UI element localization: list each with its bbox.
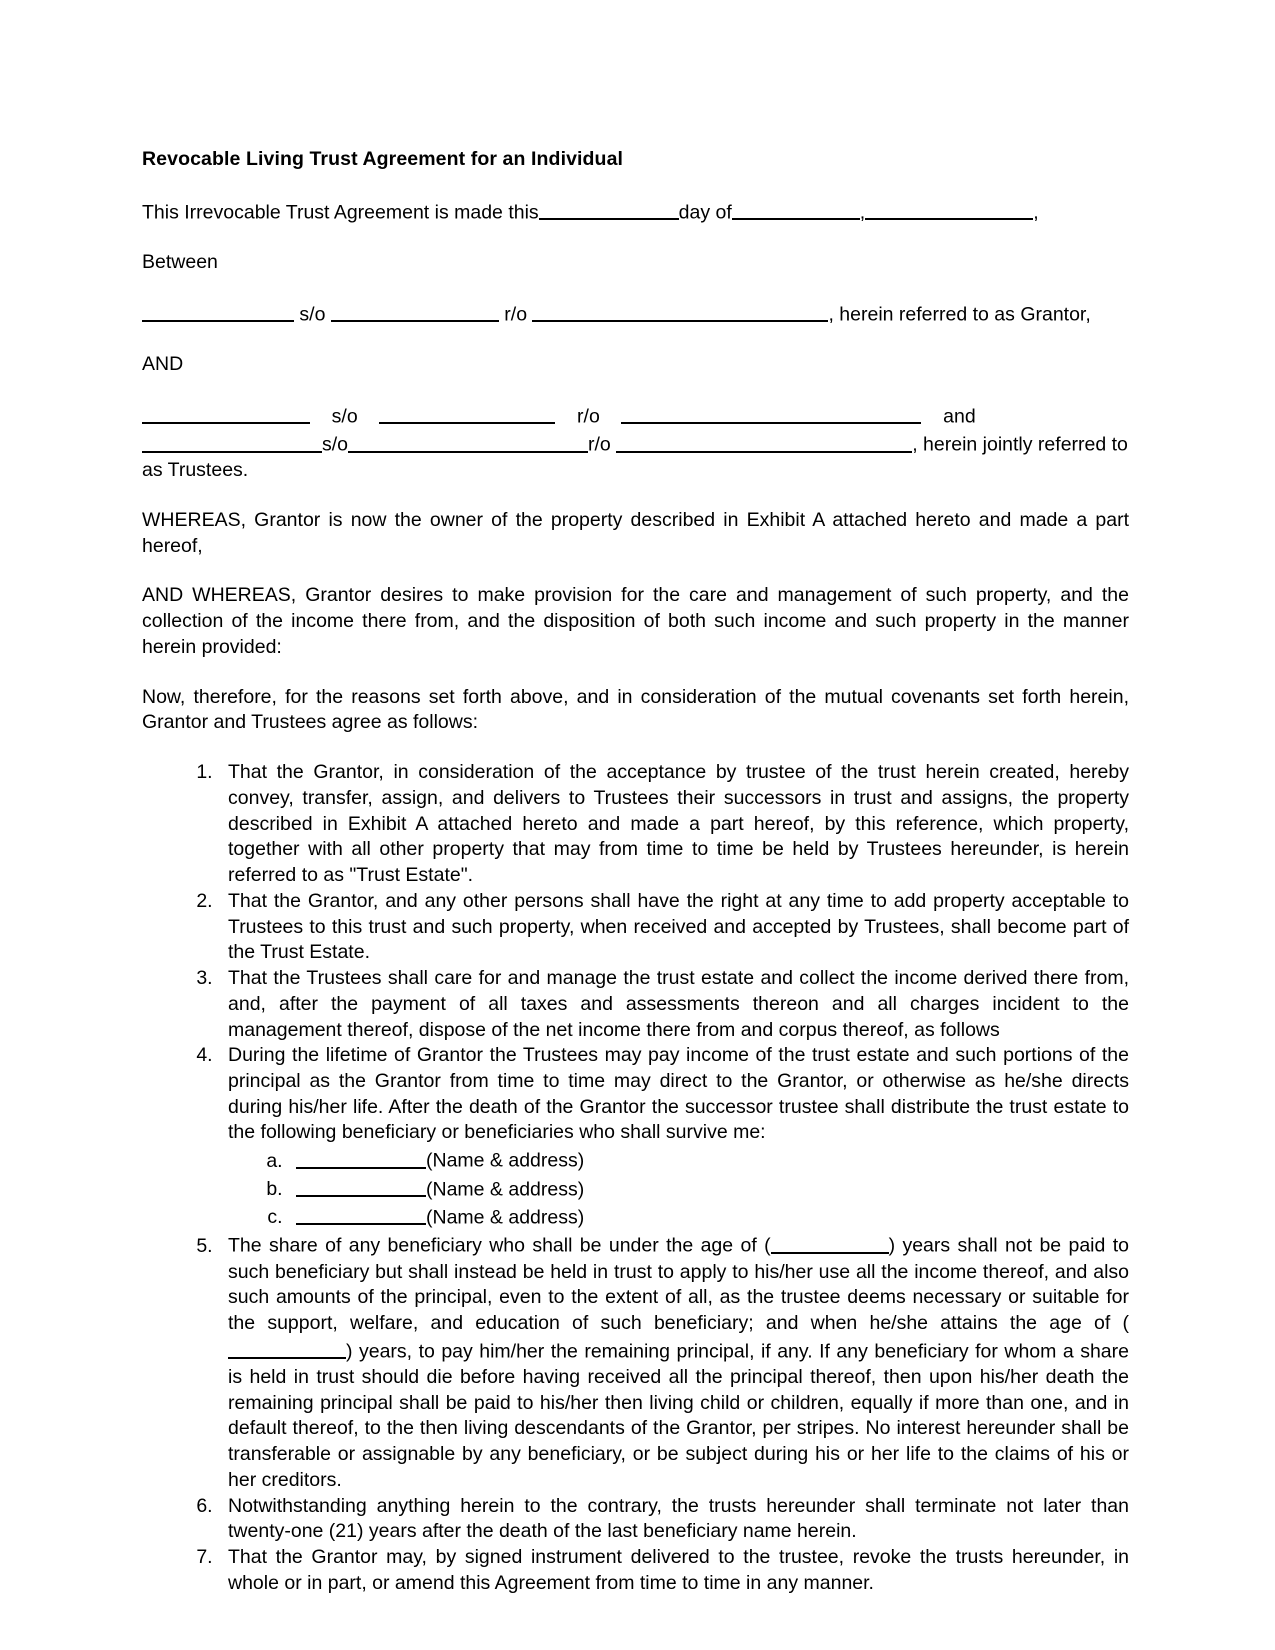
blank-grantor-name[interactable] <box>142 300 294 322</box>
clause-text-part3: ) years, to pay him/her the remaining principal, if any. If any beneficiary for whom a share is held in trust should die before having received all the principal thereof, then upon his/her death the remaining principal shall be paid to his/her then living child or children, equally if more than one, and in default thereof, to the then living descendants of the Grantor, per stripes. No interest hereunder shall be transferable or assignable by any beneficiary, or be subject during his or her life to the claims of his or her creditors. <box>228 1340 1129 1491</box>
beneficiary-item <box>288 1203 1129 1231</box>
blank-trustee2-name[interactable] <box>142 430 322 452</box>
clause-text-part1: The share of any beneficiary who shall be under the age of ( <box>228 1234 771 1257</box>
blank-beneficiary-b[interactable] <box>296 1175 426 1197</box>
beneficiary-list <box>228 1146 1129 1231</box>
blank-beneficiary-a[interactable] <box>296 1146 426 1168</box>
clause-text: That the Grantor may, by signed instrument delivered to the trustee, revoke the trusts hereunder, in whole or in part, or amend this Agreement from time to time in any manner. <box>228 1546 1129 1594</box>
clause-text-part2: ) years shall not be paid to such beneficiary but shall instead be held in trust to apply to his/her use all the income thereof, and also such amounts of the principal, even to the extent of all, as the trustee deems necessary or suitable for the support, welfare, and education of such beneficiary; and when he/she attains the age of ( <box>228 1234 1129 1334</box>
beneficiary-label: (Name & address) <box>426 1206 585 1229</box>
trustees-tail: , herein jointly referred to as Trustees. <box>142 433 1128 482</box>
blank-trustee2-father[interactable] <box>348 430 588 452</box>
trustees-block <box>142 402 1129 484</box>
clause-text: That the Trustees shall care for and manage the trust estate and collect the income derived there from, and, after the payment of all taxes and assessments thereon and all charges incident to the management thereof, dispose of the net income there from and corpus thereof, as follows <box>228 967 1129 1041</box>
blank-trustee1-address[interactable] <box>621 402 921 424</box>
clause-item <box>218 760 1129 889</box>
intro-prefix: This Irrevocable Trust Agreement is made this <box>142 201 539 224</box>
beneficiary-label: (Name & address) <box>426 1178 585 1201</box>
blank-date-day[interactable] <box>539 198 627 220</box>
blank-age-minor[interactable] <box>771 1231 889 1253</box>
trustee-so-label-2: s/o <box>322 433 349 456</box>
recital-3: Now, therefore, for the reasons set forth above, and in consideration of the mutual covenants set forth herein, Grantor and Trustees agree as follows: <box>142 685 1129 734</box>
blank-date-month[interactable] <box>732 198 860 220</box>
grantor-ro-label: r/o <box>504 303 528 326</box>
trustee-so-label: s/o <box>331 405 358 428</box>
grantor-tail: , herein referred to as Grantor, <box>828 303 1091 326</box>
intro-comma2: , <box>1033 201 1039 224</box>
trustee-line-2 <box>142 430 1129 484</box>
clause-item <box>218 1494 1129 1545</box>
recital-2: AND WHEREAS, Grantor desires to make provision for the care and management of such property, and the collection of the income there from, and the disposition of both such income and such property in the manner herein provided: <box>142 584 1129 658</box>
clause-list <box>142 760 1129 1596</box>
blank-age-distribution[interactable] <box>228 1337 346 1359</box>
blank-trustee2-address[interactable] <box>616 430 912 452</box>
grantor-line <box>142 300 1129 328</box>
intro-comma1: , <box>859 201 866 224</box>
clause-text: That the Grantor, in consideration of the acceptance by trustee of the trust herein created, hereby convey, transfer, assign, and delivers to Trustees their successors in trust and assigns, the property described in Exhibit A attached hereto and made a part hereof, by this reference, which property, together with all other property that may from time to time be held by Trustees hereunder, is herein referred to as "Trust Estate". <box>228 761 1129 887</box>
clause-item <box>218 1231 1129 1493</box>
clause-item <box>218 889 1129 966</box>
trustee-line-1 <box>142 402 1129 430</box>
recital-1: WHEREAS, Grantor is now the owner of the property described in Exhibit A attached hereto and made a part hereof, <box>142 509 1129 557</box>
blank-date-year[interactable] <box>865 198 1033 220</box>
beneficiary-item <box>288 1146 1129 1174</box>
clause-item <box>218 1043 1129 1231</box>
clause-text: During the lifetime of Grantor the Trustees may pay income of the trust estate and such portions of the principal as the Grantor from time to time may direct to the Grantor, or otherwise as he/she directs during his/her life. After the death of the Grantor the successor trustee shall distribute the trust estate to the following beneficiary or beneficiaries who shall survive me: <box>228 1044 1129 1144</box>
blank-date-day2[interactable] <box>627 198 679 220</box>
intro-paragraph <box>142 198 1129 226</box>
and-label: AND <box>142 353 184 376</box>
grantor-so-label: s/o <box>299 303 326 326</box>
blank-grantor-father[interactable] <box>331 300 499 322</box>
blank-beneficiary-c[interactable] <box>296 1203 426 1225</box>
between-label: Between <box>142 251 218 274</box>
clause-text: Notwithstanding anything herein to the contrary, the trusts hereunder shall terminate not later than twenty-one (21) years after the death of the last beneficiary name herein. <box>228 1494 1129 1543</box>
intro-mid: day of <box>678 201 732 224</box>
clause-text: That the Grantor, and any other persons shall have the right at any time to add property acceptable to Trustees to this trust and such property, when received and accepted by Trustees, shall become part of the Trust Estate. <box>228 889 1129 964</box>
trustee-and-word: and <box>943 405 976 428</box>
beneficiary-item <box>288 1175 1129 1203</box>
clause-item <box>218 966 1129 1043</box>
blank-trustee1-name[interactable] <box>142 402 310 424</box>
beneficiary-label: (Name & address) <box>426 1149 585 1172</box>
blank-grantor-address[interactable] <box>532 300 828 322</box>
page-title: Revocable Living Trust Agreement for an Individual <box>142 148 624 170</box>
clause-item <box>218 1545 1129 1596</box>
trustee-ro-label: r/o <box>577 405 600 428</box>
trustee-ro-label-2: r/o <box>588 433 611 456</box>
blank-trustee1-father[interactable] <box>379 402 555 424</box>
